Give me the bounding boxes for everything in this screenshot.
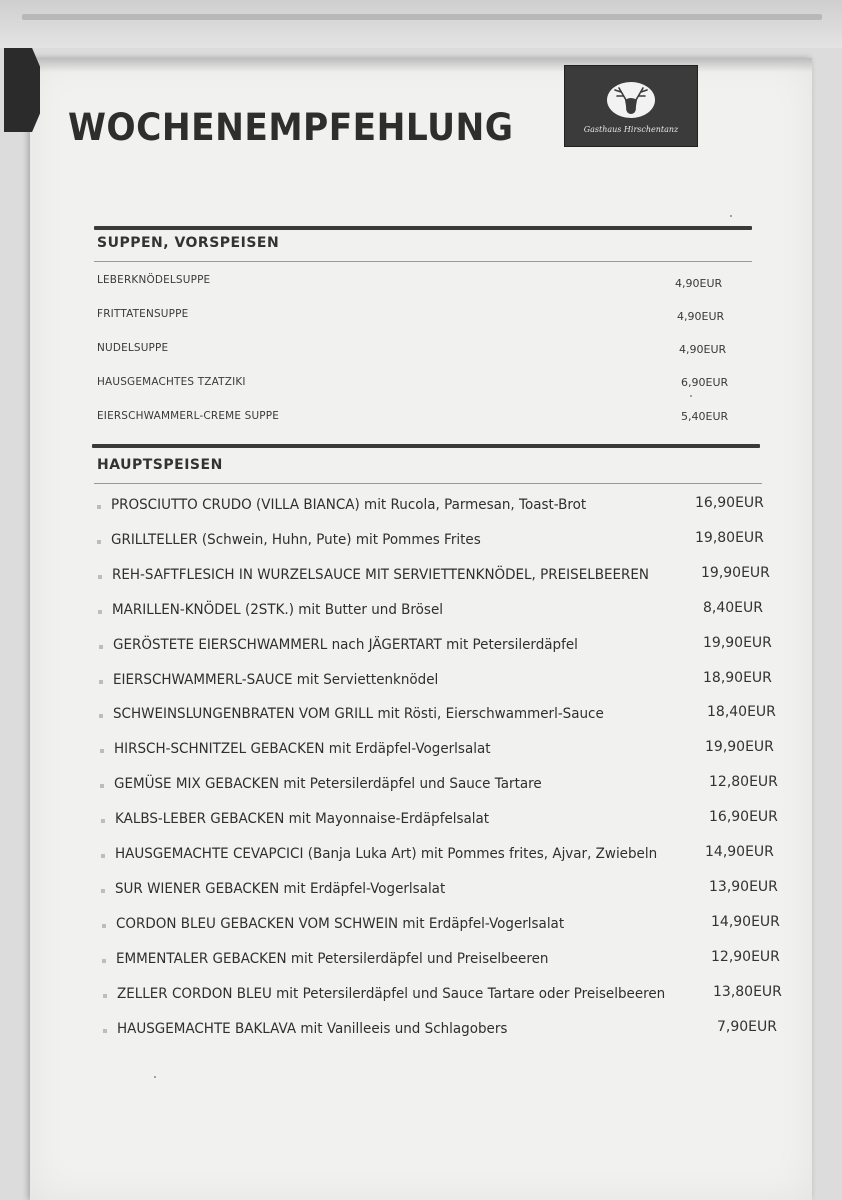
soup-item-price: 4,90EUR bbox=[677, 310, 725, 323]
main-item-name: GEMÜSE MIX GEBACKEN mit Petersilerdäpfel und Sauce Tartare bbox=[114, 776, 542, 792]
main-item-name: GERÖSTETE EIERSCHWAMMERL nach JÄGERTART mit Petersilerdäpfel bbox=[113, 637, 578, 653]
main-item-name: HAUSGEMACHTE CEVAPCICI (Banja Luka Art) mit Pommes frites, Ajvar, Zwiebeln bbox=[115, 846, 658, 862]
soups-divider bbox=[94, 261, 752, 262]
main-item-name: MARILLEN-KNÖDEL (2STK.) mit Butter und Brösel bbox=[112, 602, 443, 618]
main-item-name: HIRSCH-SCHNITZEL GEBACKEN mit Erdäpfel-Vogerlsalat bbox=[114, 741, 491, 757]
main-item-price: 18,40EUR bbox=[707, 704, 776, 720]
bullet-icon bbox=[103, 1029, 107, 1033]
main-item-name: PROSCIUTTO CRUDO (VILLA BIANCA) mit Rucola, Parmesan, Toast-Brot bbox=[111, 497, 587, 513]
page-title: WOCHENEMPFEHLUNG bbox=[68, 106, 514, 149]
bullet-icon bbox=[97, 505, 101, 509]
soup-item-name: HAUSGEMACHTES TZATZIKI bbox=[97, 375, 246, 388]
bullet-icon bbox=[99, 680, 103, 684]
logo-text: Gasthaus Hirschentanz bbox=[583, 125, 679, 134]
main-item-price: 19,90EUR bbox=[703, 635, 772, 651]
main-item-name: SCHWEINSLUNGENBRATEN VOM GRILL mit Rösti, Eierschwammerl-Sauce bbox=[113, 706, 604, 722]
soup-item-name: EIERSCHWAMMERL-CREME SUPPE bbox=[97, 409, 280, 422]
soup-item-price: 4,90EUR bbox=[679, 343, 727, 356]
soup-item-name: NUDELSUPPE bbox=[97, 341, 169, 354]
bullet-icon bbox=[99, 714, 103, 718]
paper-edge bbox=[22, 14, 822, 20]
tab-marker bbox=[4, 48, 40, 132]
bullet-icon bbox=[101, 889, 105, 893]
main-item-name: EMMENTALER GEBACKEN mit Petersilerdäpfel und Preiselbeeren bbox=[116, 951, 549, 967]
bullet-icon bbox=[99, 645, 103, 649]
main-item-price: 12,90EUR bbox=[711, 949, 780, 965]
bullet-icon bbox=[100, 749, 104, 753]
restaurant-logo bbox=[564, 65, 698, 147]
main-item-price: 7,90EUR bbox=[717, 1019, 777, 1035]
soup-item-price: 4,90EUR bbox=[675, 277, 723, 290]
main-item-name: REH-SAFTFLESICH IN WURZELSAUCE MIT SERVIETTENKNÖDEL, PREISELBEEREN bbox=[112, 567, 650, 583]
bullet-icon bbox=[98, 610, 102, 614]
main-item-name: CORDON BLEU GEBACKEN VOM SCHWEIN mit Erdäpfel-Vogerlsalat bbox=[116, 916, 565, 932]
title-divider bbox=[94, 226, 752, 230]
bullet-icon bbox=[97, 540, 101, 544]
soup-item-price: 6,90EUR bbox=[681, 376, 729, 389]
main-item-price: 13,90EUR bbox=[709, 879, 778, 895]
main-item-price: 19,80EUR bbox=[695, 530, 764, 546]
bullet-icon bbox=[101, 854, 105, 858]
mains-divider bbox=[94, 483, 762, 484]
paper-speck bbox=[154, 1076, 156, 1078]
bullet-icon bbox=[103, 994, 107, 998]
bullet-icon bbox=[98, 575, 102, 579]
bullet-icon bbox=[100, 784, 104, 788]
main-item-price: 12,80EUR bbox=[709, 774, 778, 790]
main-item-price: 14,90EUR bbox=[711, 914, 780, 930]
main-item-price: 8,40EUR bbox=[703, 600, 763, 616]
main-item-price: 14,90EUR bbox=[705, 844, 774, 860]
background-top bbox=[0, 0, 842, 48]
soup-item-price: 5,40EUR bbox=[681, 410, 729, 423]
bullet-icon bbox=[101, 819, 105, 823]
section-divider bbox=[92, 444, 760, 448]
main-item-price: 13,80EUR bbox=[713, 984, 782, 1000]
main-item-price: 18,90EUR bbox=[703, 670, 772, 686]
paper-speck bbox=[730, 215, 732, 217]
main-item-name: HAUSGEMACHTE BAKLAVA mit Vanilleeis und Schlagobers bbox=[117, 1021, 508, 1037]
main-item-name: GRILLTELLER (Schwein, Huhn, Pute) mit Pommes Frites bbox=[111, 532, 481, 548]
main-item-name: KALBS-LEBER GEBACKEN mit Mayonnaise-Erdäpfelsalat bbox=[115, 811, 490, 827]
main-item-price: 16,90EUR bbox=[695, 495, 764, 511]
deer-head-icon bbox=[565, 66, 697, 146]
main-item-name: SUR WIENER GEBACKEN mit Erdäpfel-Vogerlsalat bbox=[115, 881, 446, 897]
main-item-price: 16,90EUR bbox=[709, 809, 778, 825]
bullet-icon bbox=[102, 959, 106, 963]
main-item-name: ZELLER CORDON BLEU mit Petersilerdäpfel und Sauce Tartare oder Preiselbeeren bbox=[117, 986, 666, 1002]
bullet-icon bbox=[102, 924, 106, 928]
paper-speck bbox=[690, 395, 692, 397]
main-item-price: 19,90EUR bbox=[701, 565, 770, 581]
section-title-soups: SUPPEN, VORSPEISEN bbox=[97, 235, 280, 251]
soup-item-name: LEBERKNÖDELSUPPE bbox=[97, 273, 211, 286]
soup-item-name: FRITTATENSUPPE bbox=[97, 307, 189, 320]
main-item-name: EIERSCHWAMMERL-SAUCE mit Serviettenknödel bbox=[113, 672, 439, 688]
section-title-mains: HAUPTSPEISEN bbox=[97, 457, 223, 473]
main-item-price: 19,90EUR bbox=[705, 739, 774, 755]
